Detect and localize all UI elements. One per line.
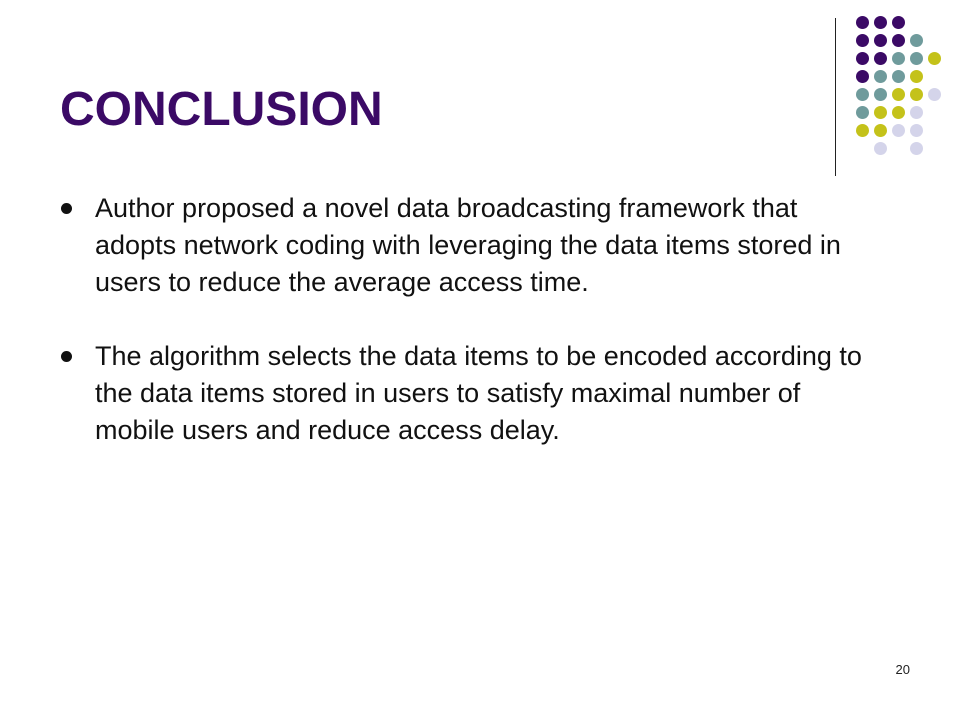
decor-dot [892,106,905,119]
bullet-item [60,190,880,301]
decor-dot [892,70,905,83]
decor-dot [910,34,923,47]
decor-dot [910,106,923,119]
decor-dot [910,124,923,137]
decor-dot [910,70,923,83]
decor-dot [856,106,869,119]
decor-dot [856,70,869,83]
bullet-list [60,190,880,449]
decor-dot [874,52,887,65]
decor-dot [910,52,923,65]
bullet-dot-icon [61,203,72,214]
decor-dot [910,142,923,155]
decor-dot [856,52,869,65]
decor-dot [892,34,905,47]
decor-dot [874,142,887,155]
decor-dot [856,124,869,137]
decor-dot [892,52,905,65]
decor-dot [874,106,887,119]
decor-dot [856,88,869,101]
decor-dot [856,34,869,47]
page-number: 20 [895,662,910,677]
slide-title: CONCLUSION [60,83,383,136]
decor-dot [892,16,905,29]
decor-dot [910,88,923,101]
decor-dot [874,124,887,137]
bullet-text: The algorithm selects the data items to be encoded according to the data items stored in users to satisfy maximal number of mobile users and reduce access delay. [95,341,862,445]
decor-dot [874,16,887,29]
bullet-item [60,338,880,449]
bullet-text: Author proposed a novel data broadcasting framework that adopts network coding with leveraging the data items stored in users to reduce the average access time. [95,193,841,297]
decor-dot [928,52,941,65]
decor-dot [928,88,941,101]
decor-dot [874,70,887,83]
title-divider-line [835,18,836,176]
decor-dot [874,34,887,47]
decor-dot [856,16,869,29]
decor-dot [892,124,905,137]
decor-dot [874,88,887,101]
bullet-dot-icon [61,351,72,362]
decor-dot [892,88,905,101]
